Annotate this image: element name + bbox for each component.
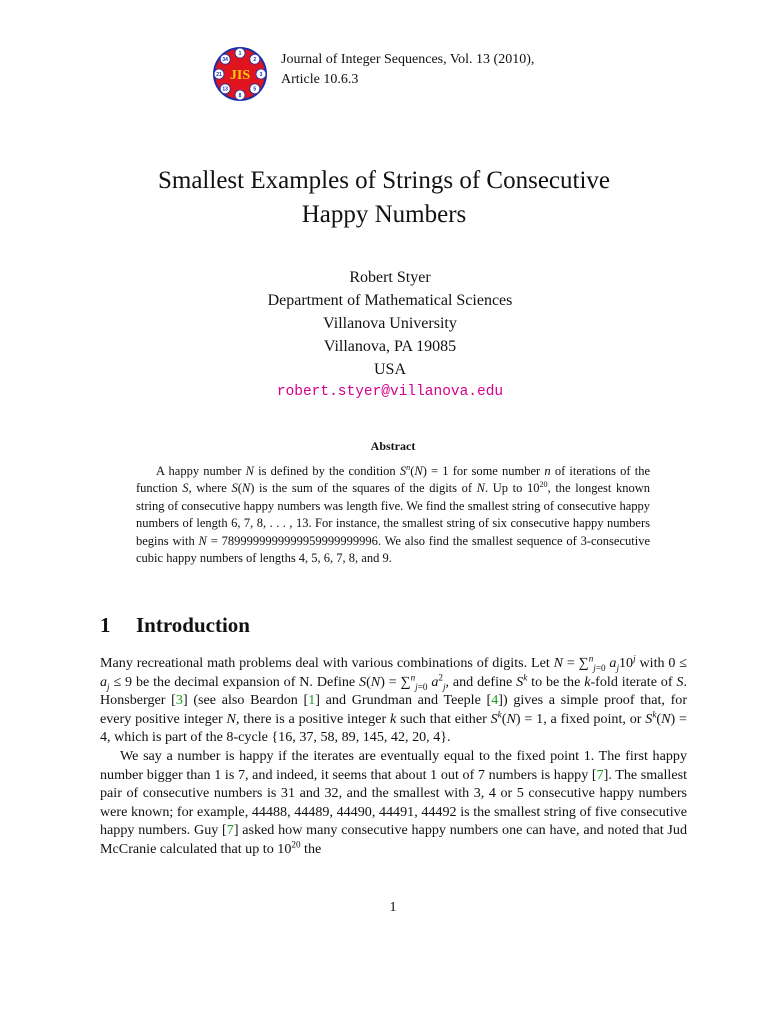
logo-ring-number: 3 [259, 71, 263, 78]
author-city: Villanova, PA 19085 [323, 338, 457, 355]
abstract-text: A happy number N is defined by the condition $S^n(N) = 1$ for some number n of iterations of the function S, where S(N) is the sum of the squares of the digits of N. Up to $10^{20}$, the longest known string of consecutive happy numbers was length five. We find the smallest string of consecutive happy numbers of length 6, 7, 8, . . . , 13. For instance, the smallest string of six consecutive happy numbers begins with N = 7899999999999959999999996. We also find the smallest sequence of 3-consecutive cubic happy numbers of lengths 4, 5, 6, 7, 8, and 9. [136, 462, 651, 566]
page-number: 1 [389, 900, 397, 915]
journal-line-2: Article 10.6.3 [281, 72, 359, 87]
citation-link[interactable]: 3 [175, 692, 183, 709]
jis-logo [212, 46, 268, 102]
author-block [140, 266, 640, 404]
journal-citation [281, 50, 534, 90]
citation-link[interactable]: 1 [308, 692, 316, 709]
logo-ring-number: 21 [216, 71, 222, 78]
logo-text: JIS [229, 68, 251, 83]
intro-paragraph-1: Many recreational math problems deal with various combinations of digits. Let N = ∑$^n_{j=0}$ $a_j10^j$ with $0 \le a_j \le 9$ be the decimal expansion of N. Define S(N) = ∑$^n_{j=0}$ $a^2_j$, and define $S^k$ to be the k-fold iterate of S. Honsberger [3] (see also Beardon [1] and Grundman and Teeple [4]) gives a simple proof that, for every positive integer N, there is a positive integer k such that either $S^k(N) = 1$, a fixed point, or $S^k(N) = 4$, which is part of the 8-cycle {16, 37, 58, 89, 145, 42, 20, 4}. [100, 653, 688, 746]
author-department: Department of Mathematical Sciences [267, 292, 513, 309]
logo-ring-number: 13 [222, 86, 228, 93]
logo-ring-number: 5 [253, 86, 257, 93]
journal-line-1: Journal of Integer Sequences, Vol. 13 (2010), [281, 52, 535, 67]
author-country: USA [373, 361, 406, 378]
logo-ring-number: 8 [238, 92, 242, 99]
paper-title [90, 164, 678, 232]
author-email-link[interactable]: robert.styer@villanova.edu [276, 384, 504, 400]
section-title: Introduction [136, 613, 250, 637]
logo-ring-number: 34 [222, 57, 228, 63]
title-line-2: Happy Numbers [301, 201, 467, 228]
section-number: 1 [100, 613, 111, 637]
citation-link[interactable]: 4 [491, 692, 499, 709]
citation-link[interactable]: 7 [596, 766, 604, 783]
section-heading-introduction [100, 613, 250, 638]
citation-link[interactable]: 7 [226, 822, 234, 839]
logo-ring-number: 1 [238, 50, 242, 57]
logo-ring-number: 2 [253, 57, 257, 63]
author-university: Villanova University [323, 315, 457, 332]
introduction-body [100, 654, 687, 859]
intro-paragraph-2: We say a number is happy if the iterates are eventually equal to the fixed point 1. The first happy number bigger than 1 is 7, and indeed, it seems that about 1 out of 7 numbers is happy [7]. The smallest pair of consecutive numbers is 31 and 32, and the smallest with 3, 4 or 5 consecutive happy numbers were known; for example, 44488, 44489, 44490, 44491, 44492 is the smallest string of five consecutive happy numbers. Guy [7] asked how many consecutive happy numbers one can have, and noted that Jud McCranie calculated that up to $10^{20}$ the [100, 747, 687, 857]
abstract-heading: Abstract [370, 439, 416, 453]
title-line-1: Smallest Examples of Strings of Consecutive [157, 167, 611, 194]
author-name: Robert Styer [349, 269, 431, 286]
